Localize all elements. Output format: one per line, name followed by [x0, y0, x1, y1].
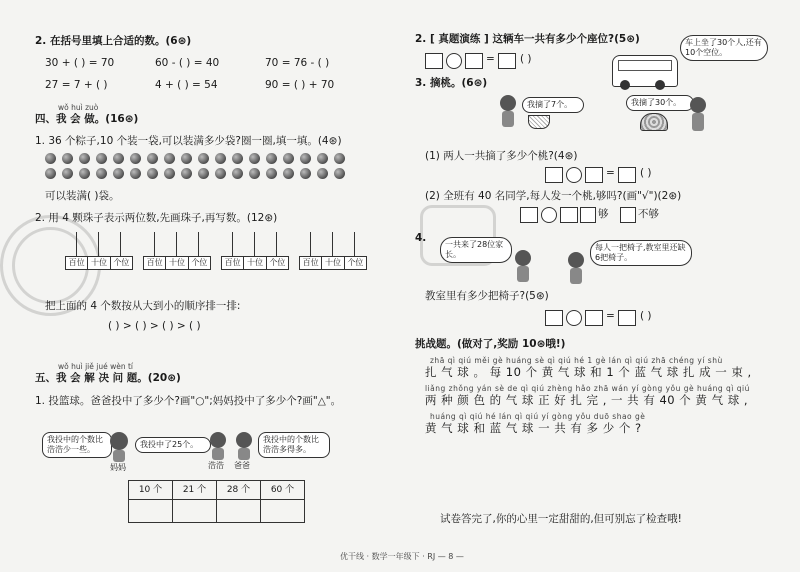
equation: 70 = 76 - ( ) [265, 57, 330, 69]
section-5-title: 五、我 会 解 决 问 题。(20⊛) [35, 372, 181, 384]
place-value-label: 个位 [191, 258, 208, 267]
abacus-rod[interactable] [98, 232, 99, 256]
bus-speech-bubble: 车上坐了30个人,还有10个空位。 [680, 35, 768, 61]
table-answer-cell[interactable] [260, 499, 305, 523]
speech-bubble-haohao: 我投中了25个。 [135, 437, 211, 453]
zongzi-icon [62, 168, 73, 179]
place-value-label: 个位 [269, 258, 286, 267]
equals-sign: = [606, 167, 615, 179]
abacus-rod[interactable] [276, 232, 277, 256]
q4-girl-figure [570, 268, 582, 284]
zongzi-icon [334, 153, 345, 164]
girl-figure [500, 95, 516, 111]
haohao-figure [212, 448, 224, 460]
zongzi-icon [181, 168, 192, 179]
place-value-label: 个位 [347, 258, 364, 267]
zongzi-icon [198, 168, 209, 179]
section-4-title: 四、我 会 做。(16⊛) [35, 113, 139, 125]
q4-boy-figure [517, 266, 529, 282]
dad-figure [238, 448, 250, 460]
question-4-2-order: 把上面的 4 个数按从大到小的顺序排一排: [45, 300, 241, 312]
mom-figure [110, 432, 128, 450]
speech-bubble-q4-boy: 一共来了28位家长。 [440, 237, 512, 263]
dad-figure [236, 432, 252, 448]
question-5-1-title: 1. 投篮球。爸爸投中了多少个?画"○";妈妈投中了多少个?画"△"。 [35, 395, 342, 407]
table-header-cell: 28 个 [216, 480, 261, 500]
challenge-text: 两 种 颜 色 的 气 球 正 好 扎 完 , 一 共 有 40 个 黄 气 球 , [425, 393, 749, 407]
zongzi-icon [45, 153, 56, 164]
paren-blank: ( ) [520, 53, 532, 65]
question-4-2-title: 2. 用 4 颗珠子表示两位数,先画珠子,再写数。(12⊛) [35, 212, 278, 224]
answer-box[interactable] [618, 310, 636, 326]
speech-bubble-q4-girl: 每人一把椅子,教室里还缺6把椅子。 [590, 240, 692, 266]
equation: 27 = 7 + ( ) [45, 79, 108, 91]
challenge-text: 扎 气 球 。 每 10 个 黄 气 球 和 1 个 蓝 气 球 扎 成 一 束 , [425, 365, 752, 379]
right-question-2-title: 2. [ 真题演练 ] 这辆车一共有多少个座位?(5⊛) [415, 33, 640, 45]
answer-box[interactable] [520, 207, 538, 223]
checkbox-enough[interactable] [580, 207, 596, 223]
zongzi-icon [96, 153, 107, 164]
challenge-text: 黄 气 球 和 蓝 气 球 一 共 有 多 少 个 ? [425, 421, 642, 435]
girl-figure [502, 111, 514, 127]
zongzi-icon [96, 168, 107, 179]
paren-blank: ( ) [640, 167, 652, 179]
challenge-title: 挑战题。(做对了,奖励 10⊛哦!) [415, 338, 566, 350]
zongzi-icon [113, 153, 124, 164]
abacus-rod[interactable] [232, 232, 233, 256]
peach-basket [528, 115, 550, 129]
place-value-label: 百位 [144, 257, 166, 269]
place-value-label: 十位 [244, 257, 266, 269]
zongzi-icon [79, 153, 90, 164]
speech-bubble-mom: 我投中的个数比浩浩少一些。 [42, 432, 112, 458]
table-answer-cell[interactable] [216, 499, 261, 523]
name-mom: 妈妈 [110, 463, 126, 472]
abacus-rod[interactable] [332, 232, 333, 256]
paren-blank: ( ) [640, 310, 652, 322]
zongzi-icon [79, 168, 90, 179]
zongzi-icon [317, 153, 328, 164]
abacus-rod[interactable] [254, 232, 255, 256]
operator-circle[interactable] [446, 53, 462, 69]
name-haohao: 浩浩 [208, 461, 224, 470]
page-footer: 优干线 · 数学一年级下 · RJ — 8 — [340, 552, 464, 561]
abacus-place-value-board [143, 256, 211, 270]
zongzi-icon [317, 168, 328, 179]
answer-box[interactable] [560, 207, 578, 223]
section-5-pinyin: wǒ huì jiě jué wèn tí [58, 362, 133, 371]
abacus-rod[interactable] [354, 232, 355, 256]
question-2-title: 2. 在括号里填上合适的数。(6⊛) [35, 35, 192, 47]
section-4-pinyin: wǒ huì zuò [58, 103, 99, 112]
speech-bubble-dad: 我投中的个数比浩浩多得多。 [258, 432, 330, 458]
zongzi-icon [181, 153, 192, 164]
question-3-1: (1) 两人一共摘了多少个桃?(4⊛) [425, 150, 578, 162]
question-3-2: (2) 全班有 40 名同学,每人发一个桃,够吗?(画"√")(2⊛) [425, 190, 682, 202]
question-4-question: 教室里有多少把椅子?(5⊛) [425, 290, 549, 302]
abacus-rod[interactable] [310, 232, 311, 256]
name-dad: 爸爸 [234, 461, 250, 470]
closing-note: 试卷答完了,你的心里一定甜甜的,但可别忘了检查哦! [440, 513, 682, 525]
right-question-4-num: 4. [415, 232, 427, 244]
zongzi-icon [266, 153, 277, 164]
challenge-pinyin: liǎng zhǒng yán sè de qì qiú zhèng hǎo zhā wán yí gòng yǒu gè huáng qì qiú [425, 384, 750, 393]
zongzi-icon [215, 168, 226, 179]
speech-bubble-girl: 我摘了7个。 [522, 97, 584, 113]
bus-window [618, 60, 672, 71]
answer-box[interactable] [425, 53, 443, 69]
zongzi-icon [45, 168, 56, 179]
bus-wheel [620, 80, 630, 90]
abacus-place-value-board [221, 256, 289, 270]
zongzi-icon [113, 168, 124, 179]
abacus-rod[interactable] [198, 232, 199, 256]
equation: 4 + ( ) = 54 [155, 79, 218, 91]
label-not-enough: 不够 [638, 208, 659, 220]
operator-circle[interactable] [566, 167, 582, 183]
checkbox-not-enough[interactable] [620, 207, 636, 223]
abacus-place-value-board [299, 256, 367, 270]
answer-box[interactable] [465, 53, 483, 69]
zongzi-icon [130, 153, 141, 164]
zongzi-icon [198, 153, 209, 164]
boy-figure [692, 113, 704, 131]
abacus-rod[interactable] [154, 232, 155, 256]
zongzi-icon [164, 168, 175, 179]
equals-sign: = [606, 310, 615, 322]
zongzi-icon [300, 153, 311, 164]
equation: 90 = ( ) + 70 [265, 79, 335, 91]
question-4-2-blanks: ( ) > ( ) > ( ) > ( ) [108, 320, 201, 332]
zongzi-icon [215, 153, 226, 164]
place-value-label: 十位 [322, 257, 344, 269]
answer-box[interactable] [585, 310, 603, 326]
answer-box[interactable] [618, 167, 636, 183]
equals-sign: = [486, 53, 495, 65]
haohao-figure [210, 432, 226, 448]
table-answer-cell[interactable] [172, 499, 217, 523]
answer-box[interactable] [498, 53, 516, 69]
peach-pile [640, 113, 668, 131]
q4-boy-figure [515, 250, 531, 266]
abacus-rod[interactable] [120, 232, 121, 256]
zongzi-icon [249, 168, 260, 179]
zongzi-icon [130, 168, 141, 179]
zongzi-icon [147, 168, 158, 179]
equation: 60 - ( ) = 40 [155, 57, 220, 69]
challenge-pinyin: zhā qì qiú měi gè huáng sè qì qiú hé 1 gè lán qì qiú zhā chéng yí shù [430, 356, 723, 365]
boy-figure [690, 97, 706, 113]
abacus-rod[interactable] [176, 232, 177, 256]
place-value-label: 百位 [300, 257, 322, 269]
speech-bubble-boy: 我摘了30个。 [626, 95, 694, 111]
answer-box[interactable] [585, 167, 603, 183]
challenge-pinyin: huáng qì qiú hé lán qì qiú yí gòng yǒu duō shao gè [430, 412, 646, 421]
zongzi-icon [147, 153, 158, 164]
zongzi-icon [62, 153, 73, 164]
table-header-cell: 60 个 [260, 480, 305, 500]
mom-figure [113, 450, 125, 462]
place-value-label: 十位 [88, 257, 110, 269]
zongzi-icon [334, 168, 345, 179]
zongzi-icon [249, 153, 260, 164]
zongzi-icon [300, 168, 311, 179]
question-4-1-answer: 可以装满( )袋。 [45, 190, 120, 202]
q4-girl-figure [568, 252, 584, 268]
table-header-cell: 21 个 [172, 480, 217, 500]
zongzi-icon [232, 153, 243, 164]
abacus-rod[interactable] [76, 232, 77, 256]
zongzi-grid [45, 153, 355, 183]
abacus-place-value-board [65, 256, 133, 270]
place-value-label: 十位 [166, 257, 188, 269]
place-value-label: 百位 [222, 257, 244, 269]
table-header-cell: 10 个 [128, 480, 173, 500]
equation: 30 + ( ) = 70 [45, 57, 115, 69]
zongzi-icon [232, 168, 243, 179]
place-value-label: 个位 [113, 258, 130, 267]
place-value-label: 百位 [66, 257, 88, 269]
label-enough: 够 [598, 208, 609, 220]
answer-box[interactable] [545, 310, 563, 326]
zongzi-icon [164, 153, 175, 164]
zongzi-icon [283, 168, 294, 179]
bus-wheel [655, 80, 665, 90]
zongzi-icon [266, 168, 277, 179]
zongzi-icon [283, 153, 294, 164]
right-question-3-title: 3. 摘桃。(6⊛) [415, 77, 488, 89]
answer-box[interactable] [545, 167, 563, 183]
question-4-1-title: 1. 36 个粽子,10 个装一袋,可以装满多少袋?圈一圈,填一填。(4⊛) [35, 135, 342, 147]
operator-circle[interactable] [541, 207, 557, 223]
table-answer-cell[interactable] [128, 499, 173, 523]
operator-circle[interactable] [566, 310, 582, 326]
